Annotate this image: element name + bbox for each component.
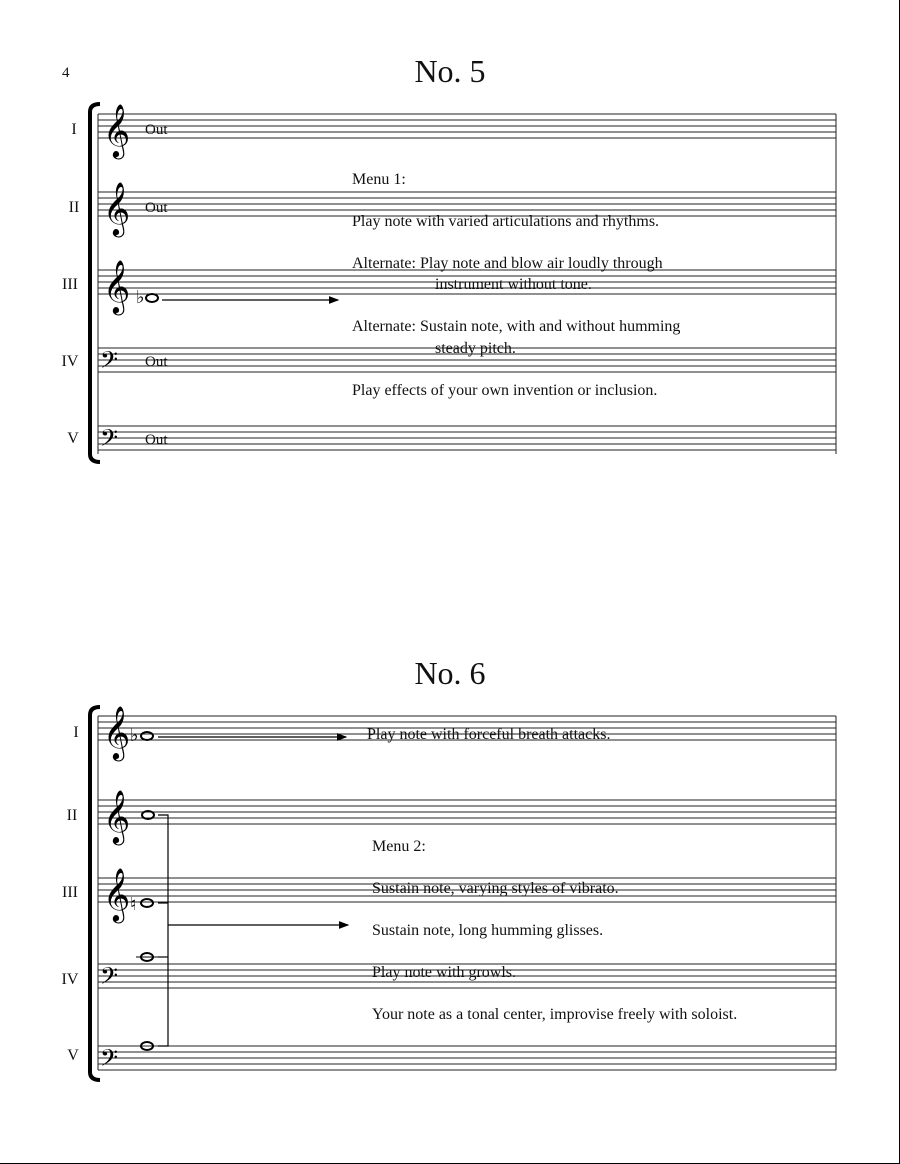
staff-i bbox=[73, 705, 836, 761]
staff-label: I bbox=[73, 724, 79, 741]
note-group-bracket bbox=[158, 815, 168, 1046]
system-title: No. 5 bbox=[414, 53, 486, 89]
staff-label: V bbox=[67, 430, 79, 447]
instruction-text: Alternate: Play note and blow air loudly through bbox=[352, 255, 663, 272]
instruction-text: Alternate: Sustain note, with and without humming bbox=[352, 318, 681, 335]
system-title: No. 6 bbox=[414, 655, 486, 691]
treble-clef-icon: 𝄞 bbox=[103, 259, 131, 313]
whole-note bbox=[141, 732, 153, 740]
staff-label: III bbox=[62, 276, 78, 293]
bass-clef-icon: 𝄢 bbox=[100, 962, 119, 995]
menu-title: Menu 2: bbox=[372, 838, 426, 855]
staff-label: III bbox=[62, 884, 78, 901]
treble-clef-icon: 𝄞 bbox=[103, 789, 131, 843]
staff-label: II bbox=[68, 199, 80, 216]
natural-icon: ♮ bbox=[130, 894, 137, 915]
whole-note bbox=[146, 294, 158, 302]
staff-out-label: Out bbox=[145, 122, 168, 138]
page-number: 4 bbox=[62, 65, 70, 81]
instruction-text: Your note as a tonal center, improvise freely with soloist. bbox=[372, 1006, 738, 1023]
staff-out-label: Out bbox=[145, 432, 168, 448]
staff-v bbox=[67, 424, 836, 457]
staff-label: IV bbox=[61, 353, 79, 370]
system-no-6 bbox=[62, 655, 836, 1080]
menu-1 bbox=[352, 171, 680, 399]
system-no-5 bbox=[62, 53, 836, 462]
instruction-text-continued: instrument without tone. bbox=[435, 276, 592, 293]
staff-lines bbox=[98, 426, 836, 450]
bass-clef-icon: 𝄢 bbox=[100, 424, 119, 457]
staff-out-label: Out bbox=[145, 354, 168, 370]
staff-label: I bbox=[71, 121, 77, 138]
treble-clef-icon: 𝄞 bbox=[103, 103, 131, 157]
staff-ii bbox=[67, 789, 836, 845]
instruction-text: Play note with varied articulations and rhythms. bbox=[352, 213, 660, 230]
flat-icon: ♭ bbox=[130, 725, 139, 746]
bass-clef-icon: 𝄢 bbox=[100, 346, 119, 379]
staff-lines bbox=[98, 1046, 836, 1070]
instruction-text: Play note with growls. bbox=[372, 964, 516, 981]
staff-lines bbox=[98, 800, 836, 824]
instruction-text: Sustain note, varying styles of vibrato. bbox=[372, 880, 619, 897]
staff-lines bbox=[98, 114, 836, 138]
instruction-text: Sustain note, long humming glisses. bbox=[372, 922, 604, 939]
treble-clef-icon: 𝄞 bbox=[103, 705, 131, 759]
instruction-text-continued: steady pitch. bbox=[435, 340, 516, 357]
flat-icon: ♭ bbox=[136, 287, 145, 308]
staff-label: IV bbox=[61, 971, 79, 988]
instruction-text: Play note with forceful breath attacks. bbox=[367, 726, 611, 743]
treble-clef-icon: 𝄞 bbox=[103, 867, 131, 921]
staff-label: II bbox=[66, 807, 78, 824]
staff-label: V bbox=[67, 1047, 79, 1064]
treble-clef-icon: 𝄞 bbox=[103, 181, 131, 235]
bass-clef-icon: 𝄢 bbox=[100, 1044, 119, 1077]
staff-v bbox=[67, 1042, 836, 1077]
staff-out-label: Out bbox=[145, 200, 168, 216]
menu-title: Menu 1: bbox=[352, 171, 406, 188]
staff-i bbox=[71, 103, 836, 159]
whole-note bbox=[141, 899, 153, 907]
menu-2 bbox=[372, 838, 737, 1023]
instruction-text: Play effects of your own invention or inclusion. bbox=[352, 382, 658, 399]
